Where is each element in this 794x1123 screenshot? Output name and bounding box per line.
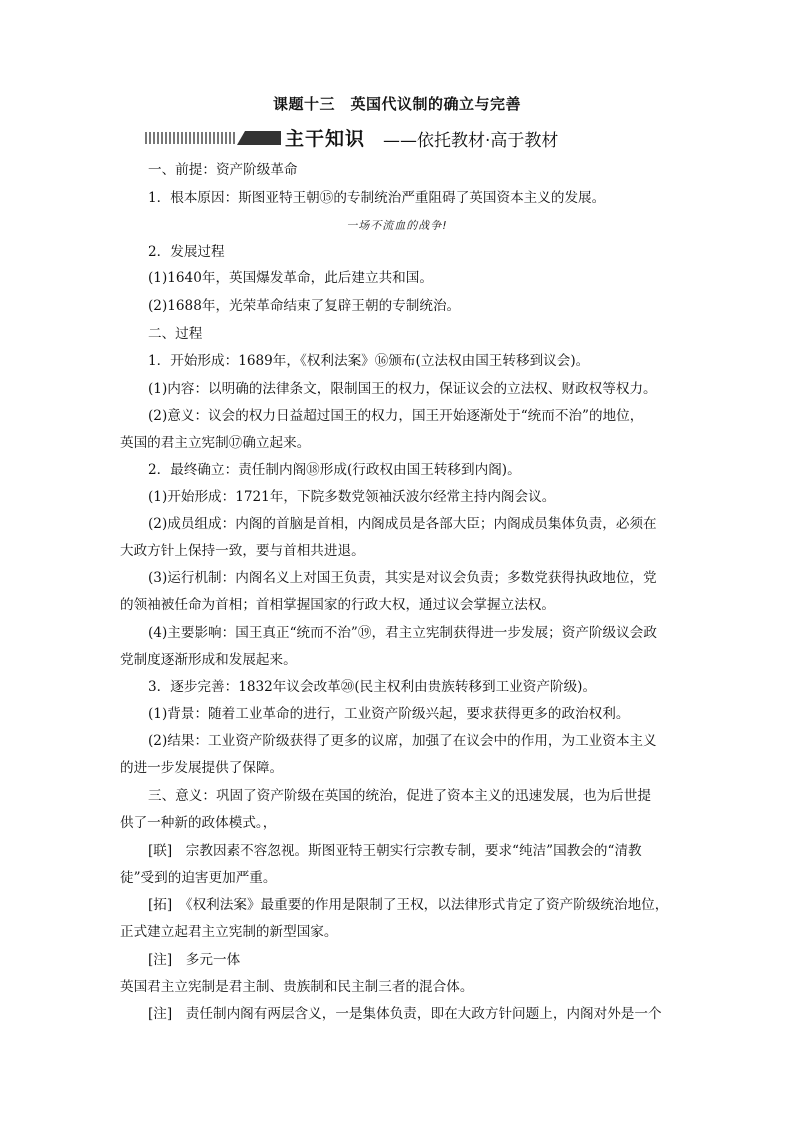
lesson-title: 课题十三 英国代议制的确立与完善 [272, 95, 521, 113]
text-line: 1．根本原因：斯图亚特王朝⑮的专制统治严重阻碍了英国资本主义的发展。 [148, 190, 606, 206]
text-line: [注] 多元一体 [148, 952, 241, 968]
text-line: (4)主要影响：国王真正“统而不治”⑲，君主立宪制获得进一步发展；资产阶级议会政 [148, 625, 657, 641]
text-line: (1)背景：随着工业革命的进行，工业资产阶级兴起，要求获得更多的政治权利。 [148, 706, 630, 722]
text-line: (1)开始形成：1721年，下院多数党领袖沃波尔经常主持内阁会议。 [148, 489, 556, 505]
text-line: 的进一步发展提供了保障。 [120, 760, 284, 776]
text-line: [注] 责任制内阁有两层含义，一是集体负责，即在大政方针问题上，内阁对外是一个 [148, 1006, 662, 1022]
handwritten-note: 一场不流血的战争! [346, 219, 448, 232]
text-line: 2．最终确立：责任制内阁⑱形成(行政权由国王转移到内阁)。 [148, 462, 521, 478]
text-line: (2)成员组成：内阁的首脑是首相，内阁成员是各部大臣；内阁成员集体负责，必须在 [148, 516, 657, 532]
text-line: [联] 宗教因素不容忽视。斯图亚特王朝实行宗教专制，要求“纯洁”国教会的“清教 [148, 843, 642, 859]
text-line: (1)内容：以明确的法律条文，限制国王的权力，保证议会的立法权、财政权等权力。 [148, 381, 657, 397]
text-line: 二、过程 [148, 326, 203, 342]
text-line: 一、前提：资产阶级革命 [148, 162, 298, 178]
text-line: 党制度逐渐形成和发展起来。 [120, 652, 297, 668]
banner-slash [237, 131, 245, 145]
text-line: 正式建立起君主立宪制的新型国家。 [120, 924, 338, 940]
section-banner [145, 126, 665, 152]
text-line: (1)1640年，英国爆发革命，此后建立共和国。 [148, 270, 433, 286]
text-line: 2．发展过程 [148, 244, 225, 260]
text-line: [拓] 《权利法案》最重要的作用是限制了王权，以法律形式肯定了资产阶级统治地位， [148, 897, 669, 913]
banner-main-title: 主干知识 [285, 128, 366, 150]
text-line: (2)结果：工业资产阶级获得了更多的议席，加强了在议会中的作用，为工业资本主义 [148, 733, 657, 749]
banner-stripes [145, 132, 237, 144]
text-line: (2)1688年，光荣革命结束了复辟王朝的专制统治。 [148, 298, 461, 314]
text-line: 英国的君主立宪制⑰确立起来。 [120, 435, 311, 451]
text-line: 供了一种新的政体模式。， [120, 815, 277, 831]
text-line: 徒”受到的迫害更加严重。 [120, 870, 277, 886]
text-line: 1．开始形成：1689年，《权利法案》⑯颁布(立法权由国王转移到议会)。 [148, 353, 590, 369]
text-line: 英国君主立宪制是君主制、贵族制和民主制三者的混合体。 [120, 979, 474, 995]
banner-bar [245, 131, 281, 145]
text-line: 的领袖被任命为首相；首相掌握国家的行政大权，通过议会掌握立法权。 [120, 597, 555, 613]
text-line: (3)运行机制：内阁名义上对国王负责，其实是对议会负责；多数党获得执政地位，党 [148, 570, 657, 586]
text-line: 大政方针上保持一致，要与首相共进退。 [120, 543, 365, 559]
banner-subtitle: ——依托教材·高于教材 [383, 131, 559, 151]
text-line: 3．逐步完善：1832年议会改革⑳(民主权利由贵族转移到工业资产阶级)。 [148, 679, 597, 695]
text-line: 三、意义：巩固了资产阶级在英国的统治，促进了资本主义的迅速发展，也为后世提 [148, 788, 651, 804]
text-line: (2)意义：议会的权力日益超过国王的权力，国王开始逐渐处于“统而不治”的地位， [148, 408, 644, 424]
